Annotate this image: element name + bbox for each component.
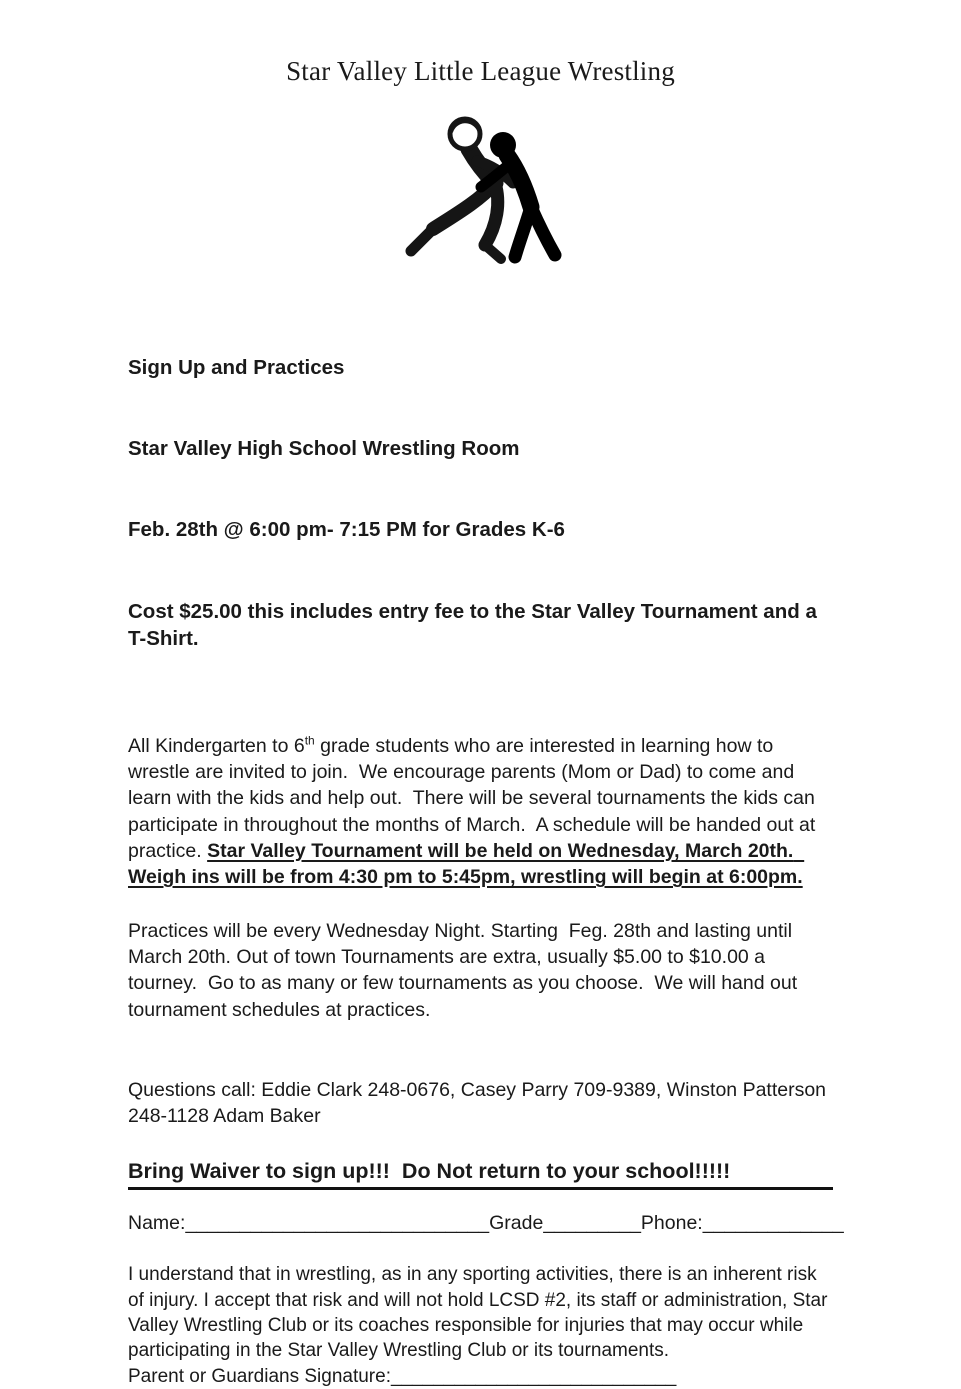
phone-blank-field: _____________ (702, 1212, 844, 1235)
phone-label: Phone: (640, 1212, 703, 1235)
wrestlers-clipart (381, 101, 581, 271)
name-label: Name: (128, 1212, 186, 1235)
signature-label: Parent or Guardians Signature: (128, 1365, 391, 1387)
waiver-heading: Bring Waiver to sign up!!! Do Not return to your school!!!!! (128, 1159, 833, 1190)
signup-line: Feb. 28th @ 6:00 pm- 7:15 PM for Grades K-6 (128, 518, 565, 542)
ordinal-superscript: th (304, 733, 315, 748)
right-wrestler-head (490, 132, 516, 158)
signature-line (128, 1364, 833, 1389)
signup-info-block (128, 300, 833, 706)
clipart-container (128, 101, 833, 276)
intro-text-body: grade students who are interested in learning how to wrestle are invited to join. We encourage parents (Mom or Dad) to come and learn with the kids and help out. There will be several tournaments the kids can participate in throughout the months of March. A schedule will be handed out at practice. (128, 734, 821, 862)
intro-paragraph (128, 733, 833, 891)
tournament-announcement: Star Valley Tournament will be held on Wednesday, March 20th. Weigh ins will be from 4:30 pm to 5:45pm, wrestling will begin at 6:00pm. (128, 839, 805, 889)
name-blank-field: ____________________________ (185, 1212, 490, 1235)
signup-line: Cost $25.00 this includes entry fee to the Star Valley Tournament and a T-Shirt. (128, 599, 823, 650)
page-title: Star Valley Little League Wrestling (286, 56, 675, 86)
intro-text-start: All Kindergarten to 6 (128, 734, 305, 757)
signature-blank-field: ___________________________ (391, 1365, 677, 1387)
grade-label: Grade (489, 1212, 544, 1235)
name-grade-phone-line (128, 1212, 844, 1235)
signup-line: Star Valley High School Wrestling Room (128, 437, 520, 461)
signup-line: Sign Up and Practices (128, 356, 345, 380)
liability-paragraph: I understand that in wrestling, as in any sporting activities, there is an inherent risk of injury. I accept that risk and will not hold LCSD #2, its staff or administration, Star Valley Wrestling Club or its coaches responsible for injuries that may occur while participating in the Star Valley Wrestling Club or its tournaments. (128, 1264, 833, 1362)
questions-paragraph: Questions call: Eddie Clark 248-0676, Casey Parry 709-9389, Winston Patterson 248-1128 Adam Baker (128, 1078, 832, 1128)
practices-paragraph: Practices will be every Wednesday Night. Starting Feg. 28th and lasting until March 20th. Out of town Tournaments are extra, usually $5.00 to $10.00 a tourney. Go to as many or few tournaments as you choose. We will hand out tournament schedules at practices. (128, 919, 803, 1021)
grade-blank-field: _________ (543, 1212, 641, 1235)
